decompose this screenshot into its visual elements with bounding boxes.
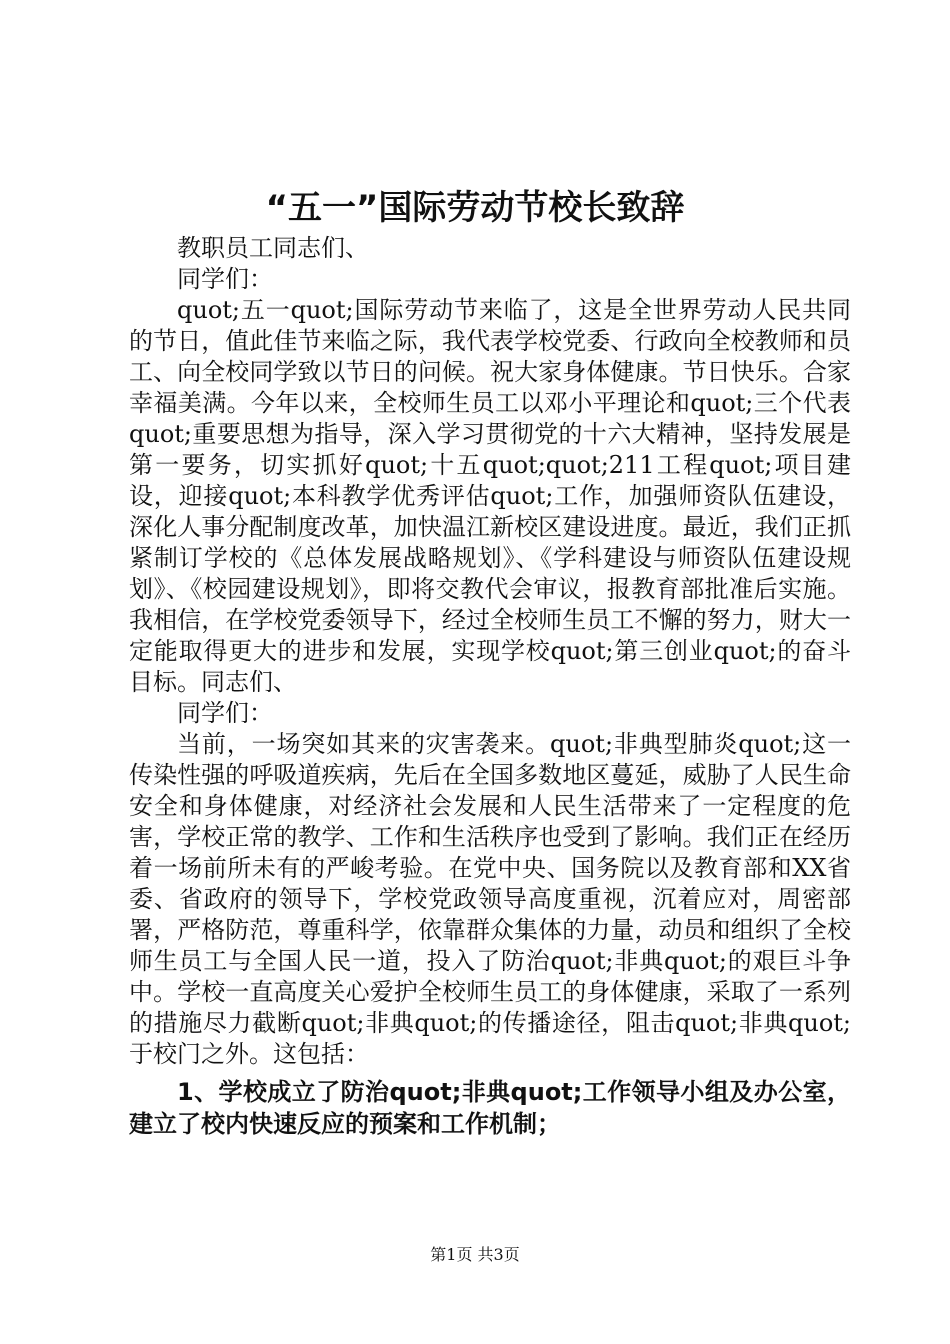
salutation-students: 同学们：	[177, 265, 273, 293]
salutation-staff: 教职员工同志们、	[177, 234, 369, 262]
page-footer: 第1页 共3页	[430, 1245, 520, 1264]
document-title: “五一”国际劳动节校长致辞	[265, 188, 685, 228]
list-item-1: 1、学校成立了防治quot;非典quot;工作领导小组及办公室，建立了校内快速反应的预案和工作机制；	[129, 1078, 851, 1138]
paragraph-holiday-greeting: quot;五一quot;国际劳动节来临了，这是全世界劳动人民共同的节日，值此佳节来临之际，我代表学校党委、行政向全校教师和员工、向全校同学致以节日的问候。祝大家身体健康。节日快乐。合家幸福美满。今年以来，全校师生员工以邓小平理论和quot;三个代表quot;重要思想为指导，深入学习贯彻党的十六大精神，坚持发展是第一要务，切实抓好quot;十五quot;quot;211工程quot;项目建设，迎接quot;本科教学优秀评估quot;工作，加强师资队伍建设，深化人事分配制度改革，加快温江新校区建设进度。最近，我们正抓紧制订学校的《总体发展战略规划》、《学科建设与师资队伍建设规划》、《校园建设规划》，即将交教代会审议，报教育部批准后实施。我相信，在学校党委领导下，经过全校师生员工不懈的努力，财大一定能取得更大的进步和发展，实现学校quot;第三创业quot;的奋斗目标。同志们、	[129, 296, 851, 696]
document-body	[129, 233, 851, 1140]
salutation-students-2: 同学们：	[177, 699, 273, 727]
paragraph-sars-response: 当前，一场突如其来的灾害袭来。quot;非典型肺炎quot;这一传染性强的呼吸道疾病，先后在全国多数地区蔓延，威胁了人民生命安全和身体健康，对经济社会发展和人民生活带来了一定程度的危害，学校正常的教学、工作和生活秩序也受到了影响。我们正在经历着一场前所未有的严峻考验。在党中央、国务院以及教育部和XX省委、省政府的领导下，学校党政领导高度重视，沉着应对，周密部署，严格防范，尊重科学，依靠群众集体的力量，动员和组织了全校师生员工与全国人民一道，投入了防治quot;非典quot;的艰巨斗争中。学校一直高度关心爱护全校师生员工的身体健康，采取了一系列的措施尽力截断quot;非典quot;的传播途径，阻击quot;非典quot;于校门之外。这包括：	[129, 730, 851, 1068]
